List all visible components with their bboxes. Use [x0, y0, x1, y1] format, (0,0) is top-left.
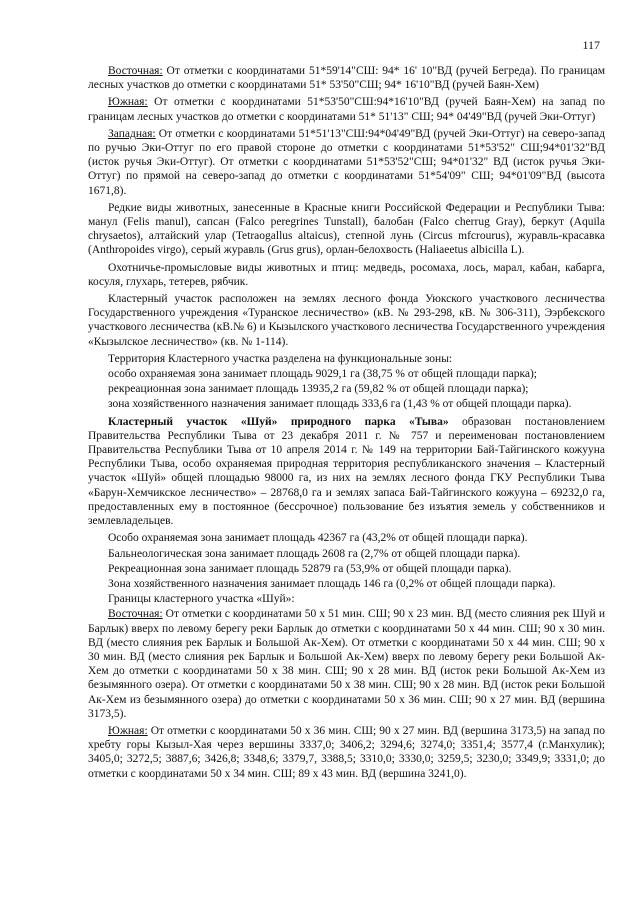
- paragraph-west-boundary-1: [88, 127, 605, 198]
- paragraph-shuy-cluster: [88, 415, 605, 529]
- paragraph-text: Зона хозяйственного назначения занимает площадь 146 га (0,2% от общей площади парка).: [108, 577, 556, 590]
- paragraph-text: Кластерный участок расположен на землях лесного фонда Уюкского участкового лесничества Государственного учреждения «Туранское лесничество» (кВ. № 293-298, кВ. № 306-311), Ээрбекского участкового лесничества (кВ.№ 6) и Кызылского участкового лесничества Государственного учреждения «Кызылское лесничество» (кв. № 1-114).: [88, 293, 605, 348]
- paragraph-zones-intro: [88, 352, 605, 366]
- paragraph-text: От отметки с координатами 51*53'50"СШ:94*16'10"ВД (ручей Баян-Хем) на запад по границам лесных участков до отметки с координатами 51* 51'13" СШ; 94* 04'49"ВД (ручей Эки-Оттуг): [88, 96, 605, 123]
- paragraph-rare-species: [88, 201, 605, 258]
- paragraph-text: особо охраняемая зона занимает площадь 9029,1 га (38,75 % от общей площади парка);: [108, 368, 537, 381]
- paragraph-text: Редкие виды животных, занесенные в Красные книги Российской Федерации и Республики Тыва: манул (Felis manul), сапсан (Falco peregrines Tunstall), балобан (Falco cherrug Gray), беркут (Aquila chrysaetos), алтайский улар (Tetraogallus altaicus), степной лунь (Circus mfcrourus), журавль-красавка (Anthropoides virgo), серый журавль (Grus grus), орлан-белохвость (Haliaeetus albicilla L).: [88, 201, 605, 257]
- paragraph-text: образован постановлением Правительства Республики Тыва от 23 декабря 2011 г. № 757 и переименован постановлением Правительства Республики Тыва от 10 апреля 2014 г. № 149 на территории Бай-Тайгинского кожууна Республики Тыва, особо охраняемая природная территория республиканского значения – Кластерный участок «Шуй» общей площадью 98000 га, из них на землях лесного фонда ГКУ Республики Тыва «Барун-Хемчикское лесничество» – 28768,0 га и землях запаса Бай-Тайгинского кожууна – 69232,0 га, предоставленных ему в постоянное (бессрочное) пользование без изъятия земель у собственников и землевладельцев.: [88, 415, 605, 528]
- document-body: [88, 64, 605, 784]
- paragraph-text: Рекреационная зона занимает площадь 52879 га (53,9% от общей площади парка).: [108, 562, 512, 575]
- paragraph-text: Границы кластерного участка «Шуй»:: [108, 593, 295, 606]
- bold-heading-shuy: Кластерный участок «Шуй» природного парка «Тыва»: [108, 415, 449, 428]
- paragraph-location: [88, 292, 605, 349]
- paragraph-text: зона хозяйственного назначения занимает площадь 333,6 га (1,43 % от общей площади парка).: [108, 398, 572, 411]
- heading-east: Восточная:: [108, 608, 163, 621]
- paragraph-shuy-boundaries-intro: [88, 592, 605, 606]
- paragraph-east-boundary-2: [88, 607, 605, 721]
- paragraph-east-boundary-1: [88, 64, 605, 92]
- heading-south: Южная:: [108, 96, 148, 109]
- paragraph-south-boundary-1: [88, 95, 605, 123]
- paragraph-south-boundary-2: [88, 724, 605, 781]
- paragraph-zone-economic: [88, 397, 605, 411]
- page-number: 117: [582, 38, 600, 52]
- paragraph-game-species: [88, 261, 605, 289]
- paragraph-text: От отметки с координатами 50 х 51 мин. СШ; 90 х 23 мин. ВД (место слияния рек Шуй и Барлык) вверх по левому берегу реки Барлык до отметки с координатами 50 х 44 мин. СШ; 90 х 30 мин. ВД (место слияния рек Барлык и Большой Ак-Хем). От отметки с координатами 50 х 44 мин. СШ; 90 х 30 мин. ВД (место слияния рек Барлык и Большой Ак-Хем) вверх по левому берегу реки Большой Ак-Хем до отметки с координатами 50 х 38 мин. СШ; 90 х 28 мин. ВД (исток реки Большой Ак-Хем из безымянного озера). От отметки с координатами 50 х 38 мин. СШ; 90 х 28 мин. ВД (исток реки Большой Ак-Хем из безымянного озера) до отметки с координатами 50 х 36 мин. СШ; 90 х 27 мин. ВД (вершина 3173,5).: [88, 608, 605, 720]
- paragraph-zone-recreation: [88, 382, 605, 396]
- heading-south: Южная:: [108, 724, 148, 737]
- paragraph-text: От отметки с координатами 50 х 36 мин. СШ; 90 х 27 мин. ВД (вершина 3173,5) на запад по хребту горы Кызыл-Хая через вершины 3337,0; 3406,2; 3294,6; 3274,0; 3351,4; 3577,4 (г.Манхулик); 3405,0; 3272,5; 3887,6; 3426,8; 3348,6; 3379,7, 3388,5; 3310,0; 3330,0; 3259,5; 3230,0; 3349,9; 3331,0; до отметки с координатами 50 х 34 мин. СШ; 89 х 43 мин. ВД (вершина 3241,0).: [88, 724, 605, 780]
- heading-east: Восточная:: [108, 65, 163, 77]
- paragraph-text: Охотничье-промысловые виды животных и птиц: медведь, росомаха, лось, марал, кабан, кабарга, косуля, глухарь, тетерев, рябчик.: [88, 261, 605, 288]
- paragraph-text: рекреационная зона занимает площадь 13935,2 га (59,82 % от общей площади парка);: [108, 383, 529, 396]
- paragraph-shuy-zone-protected: [88, 531, 605, 545]
- paragraph-shuy-zone-balneo: [88, 547, 605, 561]
- paragraph-shuy-zone-recreation: [88, 562, 605, 576]
- paragraph-zone-protected: [88, 367, 605, 381]
- paragraph-text: Территория Кластерного участка разделена на функциональные зоны:: [108, 352, 453, 365]
- paragraph-text: Бальнеологическая зона занимает площадь 2608 га (2,7% от общей площади парка).: [108, 547, 521, 560]
- paragraph-text: От отметки с координатами 51*59'14"СШ: 94* 16' 10"ВД (ручей Бегреда). По границам лесных участков до отметки с координатами 51* 53'50"СШ; 94* 16'10"ВД (ручей Баян-Хем): [88, 65, 605, 92]
- paragraph-text: От отметки с координатами 51*51'13"СШ:94*04'49"ВД (ручей Эки-Оттуг) на северо-запад по ручью Эки-Оттуг по его правой стороне до отметки с координатами 51*53'52" СШ;94*01'32"ВД (исток ручья Эки-Оттуг). От отметки с координатами 51*53'52"СШ; 94*01'32" ВД (исток ручья Эки-Оттуг) по прямой на северо-запад до отметки с координатами 51*54'09" СШ; 94*01'09"ВД (высота 1671,8).: [88, 127, 605, 197]
- paragraph-shuy-zone-economic: [88, 577, 605, 591]
- heading-west: Западная:: [108, 127, 156, 140]
- paragraph-text: Особо охраняемая зона занимает площадь 42367 га (43,2% от общей площади парка).: [108, 532, 528, 545]
